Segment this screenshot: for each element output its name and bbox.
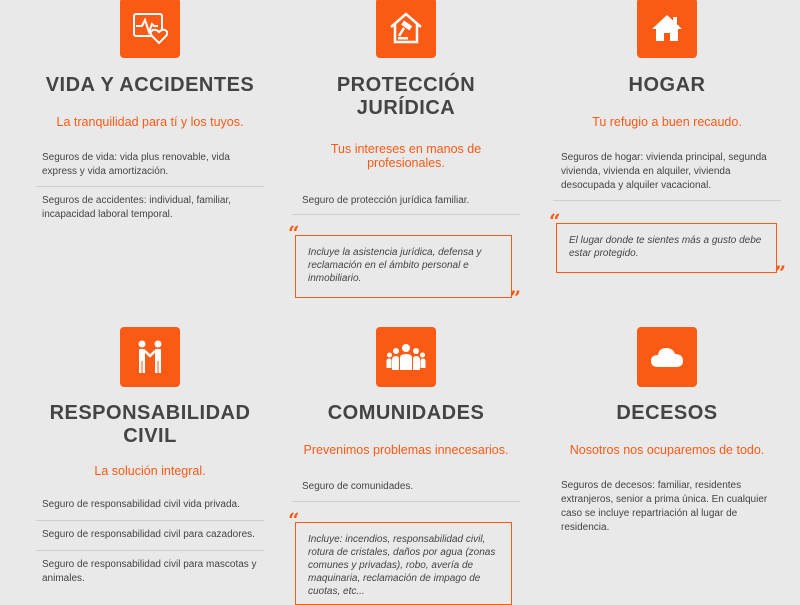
quote-open-icon: “	[288, 221, 300, 245]
list-item: Seguro de comunidades.	[292, 480, 520, 502]
list-item: Seguros de decesos: familiar, residentes extranjeros, senior a prima única. En cualquier caso se incluye repartriación al lugar de residencia.	[561, 480, 768, 533]
card-subtitle: Prevenimos problemas innecesarios.	[303, 443, 509, 457]
list-item: Seguro de responsabilidad civil vida privada.	[36, 498, 264, 521]
list-item: Seguro de protección jurídica familiar.	[292, 194, 520, 215]
list-item: Seguros de hogar: vivienda principal, segunda vivienda, vivienda en alquiler, vivienda desocupada y alquiler vacacional.	[553, 151, 781, 201]
card-title: VIDA Y ACCIDENTES	[45, 74, 255, 96]
list-item: Seguro de responsabilidad civil para mascotas y animales.	[42, 559, 257, 584]
card-title: PROTECCIÓN JURÍDICA	[336, 74, 476, 119]
card-title: RESPONSABILIDAD CIVIL	[49, 402, 251, 447]
card-title: HOGAR	[628, 74, 706, 96]
card-comunidades	[288, 327, 520, 605]
community-group-icon	[376, 327, 436, 387]
card-items	[553, 151, 781, 201]
quote-text: El lugar donde te sientes más a gusto debe estar protegido.	[569, 235, 762, 259]
card-vida-accidentes	[36, 0, 264, 229]
card-decesos	[553, 327, 781, 542]
quote-close-icon: ”	[774, 261, 786, 285]
card-title: DECESOS	[616, 402, 718, 424]
cloud-icon	[637, 327, 697, 387]
card-subtitle: La tranquilidad para tí y los tuyos.	[56, 115, 244, 129]
card-items	[553, 479, 781, 542]
card-subtitle: Nosotros nos ocuparemos de todo.	[569, 443, 765, 457]
card-hogar	[549, 0, 786, 285]
list-item: Seguro de responsabilidad civil para cazadores.	[36, 521, 264, 551]
card-items	[36, 498, 264, 593]
card-responsabilidad-civil	[36, 327, 264, 593]
home-icon	[637, 0, 697, 58]
card-proteccion-juridica	[288, 0, 521, 310]
quote-box	[549, 209, 786, 285]
card-subtitle: Tu refugio a buen recaudo.	[592, 115, 742, 129]
quote-close-icon: ”	[509, 286, 521, 310]
card-items	[36, 151, 264, 229]
card-items	[292, 480, 520, 502]
quote-box	[288, 221, 521, 310]
handshake-people-icon	[120, 327, 180, 387]
card-subtitle: Tus intereses en manos de profesionales.	[330, 142, 482, 170]
card-title: COMUNIDADES	[327, 402, 485, 424]
list-item: Seguros de vida: vida plus renovable, vida express y vida amortización.	[36, 151, 264, 187]
legal-house-gavel-icon	[376, 0, 436, 58]
card-items	[292, 194, 520, 215]
quote-text: Incluye la asistencia jurídica, defensa y reclamación en el ámbito personal e inmobiliario.	[308, 247, 482, 284]
quote-text: Incluye: incendios, responsabilidad civil, rotura de cristales, daños por agua (zonas comunes y privadas), robo, avería de maquinaria, reclamación de impago de cuotas, etc...	[308, 534, 496, 597]
quote-open-icon: “	[288, 508, 300, 532]
list-item: Seguros de accidentes: individual, familiar, incapacidad laboral temporal.	[42, 195, 231, 220]
card-subtitle: La solución integral.	[94, 464, 206, 478]
health-heart-icon	[120, 0, 180, 58]
quote-box	[288, 508, 512, 605]
quote-open-icon: “	[549, 209, 561, 233]
